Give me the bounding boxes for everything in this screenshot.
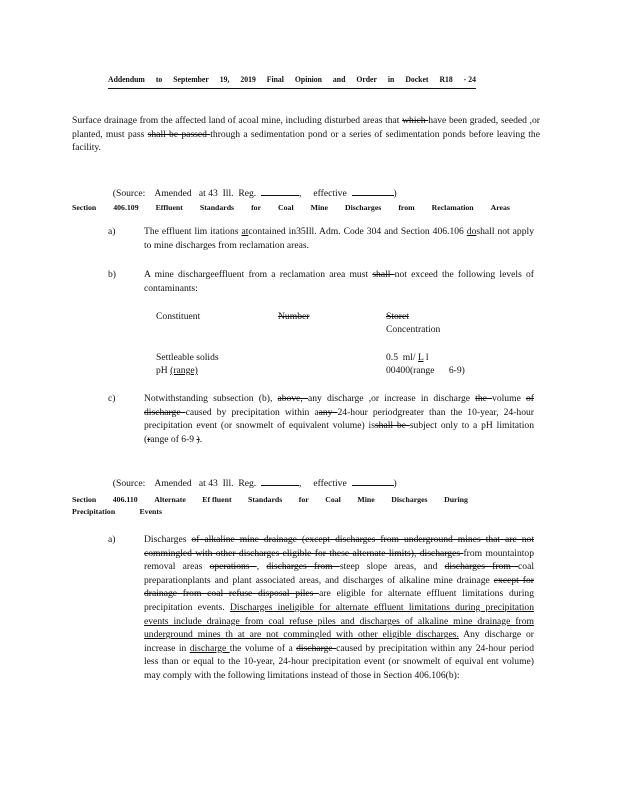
- blank-line: [352, 476, 394, 486]
- text-run: caused by precipitation within any 24-hour period less than or equal to the 10-year, 24-hour precipitation event (or snowmelt of equival ent volume) may comply with the following limitations instead of those in Section 406.106(b):: [144, 642, 535, 681]
- title-word: Coal: [325, 495, 341, 504]
- title-word: Section: [72, 495, 97, 504]
- header-word: 2019: [240, 75, 256, 84]
- text-run: shall not apply to mine discharges from reclamation areas.: [144, 226, 534, 251]
- blank-line: [261, 476, 299, 486]
- header-word: Addendum: [108, 75, 145, 84]
- blank-line: [261, 186, 299, 196]
- section-110-title-cont: [72, 505, 162, 519]
- title-word: Coal: [278, 203, 294, 212]
- deleted-text: above,: [277, 393, 308, 404]
- title-word: Precipitation: [72, 507, 116, 516]
- source-text: , effective: [298, 187, 347, 199]
- text-run: Notwithstanding subsection (b),: [144, 393, 278, 404]
- subsection-label: a): [108, 534, 116, 545]
- title-word: from: [398, 203, 415, 212]
- title-word: 406.110: [112, 495, 138, 504]
- subsection-text: [144, 268, 534, 295]
- intro-text: through a sedimentation pond or a series of sedimentation ponds before leaving the facility.: [72, 128, 540, 154]
- subsection-text: [144, 533, 534, 683]
- deleted-text: discharge: [296, 642, 337, 654]
- subsection-c: [108, 392, 540, 446]
- header-word: Docket: [405, 75, 429, 84]
- deleted-text: discharges from: [266, 561, 340, 573]
- text-run: caused by precipitation within a: [185, 406, 319, 418]
- deleted-text: any: [318, 406, 338, 418]
- deleted-text: except for drainage from coal refuse disposal piles: [144, 574, 534, 600]
- source-text: Amended at 43 Ill. Reg.: [154, 187, 257, 199]
- deleted-text: shall be passed: [147, 128, 211, 140]
- header-word: Final: [266, 75, 284, 84]
- deleted-text: shall: [372, 269, 395, 280]
- header-word: to: [155, 75, 163, 84]
- header-word: Order: [356, 75, 377, 84]
- header-word: Opinion: [294, 75, 322, 84]
- deleted-text: of alkaline mine drainage (except discharges from underground mines that are not commingled with other discharges eligible for these alternate limits), discharges: [144, 534, 534, 559]
- source-note: [108, 172, 397, 200]
- intro-text: have been graded, seeded ,or planted, must pass: [72, 115, 540, 140]
- text-run: not exceed the following levels of contaminants:: [144, 269, 535, 294]
- text-run: Discharges: [144, 534, 192, 545]
- source-text: , effective: [298, 477, 347, 489]
- title-word: Standards: [248, 495, 283, 504]
- subsection-text: [144, 392, 534, 446]
- source-label: (Source:: [112, 187, 146, 199]
- title-word: Section: [72, 203, 97, 212]
- title-word: Mine: [357, 495, 375, 504]
- column-header: Concentration: [386, 324, 441, 335]
- subsection-a: [108, 225, 540, 252]
- title-word: Ef fluent: [202, 495, 232, 504]
- source-text: Amended at 43 Ill. Reg.: [154, 477, 257, 489]
- text-run: from mountaintop removal areas: [144, 547, 534, 573]
- text-run: subject only to a pH limitation (: [144, 420, 534, 445]
- deleted-text: shall be: [374, 420, 410, 432]
- deleted-text: operations: [209, 561, 257, 573]
- source-close: ): [393, 187, 397, 199]
- text-run: A mine dischargeeffluent from a reclamation area must: [144, 269, 373, 280]
- text-run: are eligible for alternate effluent limitations during precipitation events.: [144, 588, 534, 613]
- title-word: Effluent: [155, 203, 183, 212]
- text-run: steep slope areas, and: [339, 561, 445, 573]
- header-word: September: [173, 75, 209, 84]
- inserted-text: (range): [170, 365, 198, 376]
- inserted-text: discharge: [189, 642, 230, 654]
- subsection-b: [108, 268, 540, 295]
- inserted-text: at: [241, 226, 249, 237]
- inserted-text: do: [466, 226, 477, 237]
- title-word: Discharges: [391, 495, 428, 504]
- deleted-text: r: [147, 433, 151, 445]
- subsection-label: a): [108, 226, 116, 237]
- intro-text: Surface drainage from the affected land of acoal mine, including disturbed areas that: [72, 115, 403, 126]
- text-run: the volume of a: [229, 642, 297, 654]
- deleted-text: of discharge: [144, 393, 534, 418]
- header-word: in: [387, 75, 395, 84]
- deleted-text: ): [196, 433, 200, 445]
- subsection-label: b): [108, 269, 116, 280]
- title-word: Reclamation: [431, 203, 474, 212]
- text-run: coal preparationplants and plant associated areas, and discharges of alkaline mine drainage: [144, 561, 535, 586]
- title-word: Areas: [490, 203, 510, 212]
- deleted-text: which: [402, 115, 429, 126]
- deleted-text: the: [475, 393, 493, 404]
- title-word: for: [298, 495, 309, 504]
- header-word: 19,: [219, 75, 230, 84]
- text-run: 0.5 ml/: [386, 352, 418, 363]
- contaminant-table: [156, 310, 516, 380]
- subsection-text: [144, 225, 534, 252]
- source-close: ): [393, 477, 397, 489]
- text-run: .: [199, 433, 203, 445]
- text-run: 24-hour periodgreater than the 10-year, 24-hour precipitation event (or snowmelt of equivalent volume) is: [144, 406, 534, 432]
- document-header: [108, 73, 476, 89]
- title-word: 406.109: [113, 203, 139, 212]
- header-word: and: [332, 75, 346, 84]
- text-run: The effluent lim itations: [144, 226, 242, 237]
- title-word: Standards: [199, 203, 235, 212]
- title-word: for: [251, 203, 262, 212]
- source-note: [108, 462, 397, 490]
- title-word: Events: [139, 507, 162, 516]
- column-header-deleted: Storet: [386, 311, 409, 322]
- table-cell: Settleable solids: [156, 352, 219, 363]
- text-run: pH: [156, 365, 171, 376]
- text-run: contained in35Ill. Adm. Code 304 and Section 406.106: [248, 226, 467, 237]
- text-run: volume: [492, 393, 526, 404]
- table-cell: [156, 364, 210, 378]
- title-word: Discharges: [344, 203, 382, 212]
- column-header: Constituent: [156, 311, 201, 322]
- header-word: - 24: [463, 75, 476, 84]
- text-run: ange of 6-9: [150, 433, 197, 445]
- section-109-title: [72, 201, 510, 215]
- table-cell: 00400(range 6-9): [386, 365, 465, 376]
- text-run: any discharge ,or increase in discharge: [307, 393, 476, 404]
- title-word: Mine: [310, 203, 328, 212]
- text-run: Any discharge or increase in: [144, 629, 535, 654]
- deleted-text: discharges from: [444, 561, 519, 573]
- table-cell: [386, 351, 429, 365]
- subsection-a: [108, 533, 540, 683]
- header-word: R18: [439, 75, 453, 84]
- intro-paragraph: [72, 114, 540, 155]
- blank-line: [198, 364, 210, 378]
- text-run: l: [423, 352, 429, 363]
- title-word: Alternate: [154, 495, 186, 504]
- text-run: ,: [256, 561, 267, 573]
- blank-line: [352, 186, 394, 196]
- inserted-text: L: [417, 352, 424, 363]
- subsection-label: c): [108, 393, 116, 404]
- source-label: (Source:: [112, 477, 146, 489]
- title-word: During: [444, 495, 468, 504]
- column-header-deleted: Number: [278, 311, 310, 322]
- inserted-text: Discharges ineligible for alternate effluent limitations during precipitation events include drainage from coal refuse piles and discharges of alkaline mine drainage from underground mines th at are not commingled with other eligible discharges.: [144, 601, 534, 641]
